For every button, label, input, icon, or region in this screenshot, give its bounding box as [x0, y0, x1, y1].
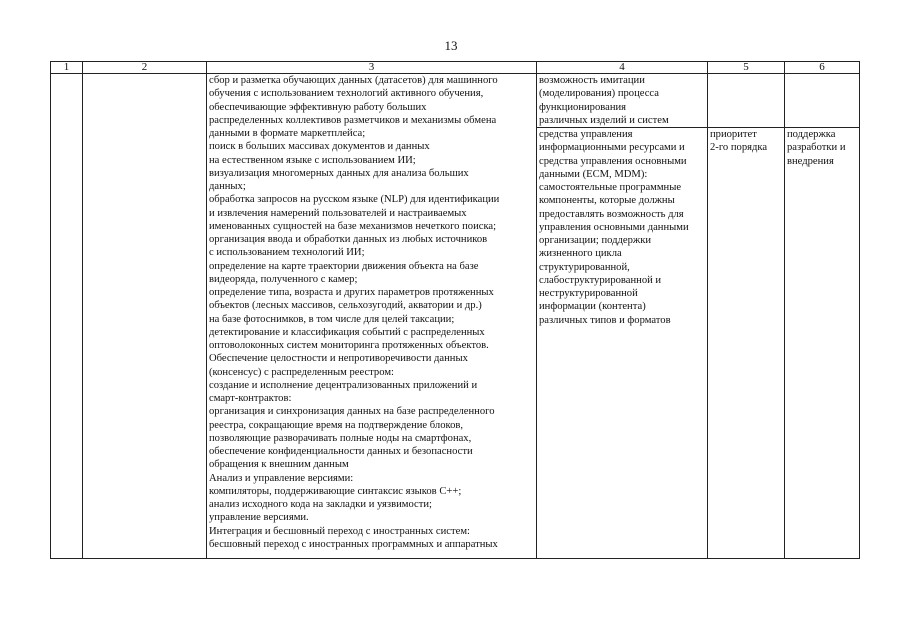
text-line: обеспечение конфиденциальности данных и безопасности: [209, 446, 473, 457]
text-line: самостоятельные программные: [539, 182, 682, 193]
support-cell: [785, 74, 860, 128]
text-line: информационными ресурсами и: [539, 142, 685, 154]
text-line: структурированной,: [539, 261, 630, 273]
column-header: 6: [785, 62, 860, 74]
text-line: различных типов и форматов: [539, 314, 671, 326]
text-line: создание и исполнение децентрализованных приложений и: [209, 379, 478, 391]
text-line: объектов (лесных массивов, сельхозугодий, акватории и др.): [209, 300, 482, 312]
text-line: данными в формате маркетплейса;: [209, 128, 366, 139]
priority-cell: [708, 128, 785, 559]
text-line: распределенных коллективов разметчиков и механизмы обмена: [209, 114, 497, 126]
text-line: функционирования: [539, 101, 627, 113]
text-line: видеоряда, полученного с камер;: [209, 273, 358, 285]
capability-cell: [537, 128, 708, 559]
text-line: обеспечивающие эффективную работу больших: [209, 101, 427, 113]
text-line: визуализация многомерных данных для анализа больших: [209, 167, 469, 179]
text-line: обучения с использованием технологий активного обучения,: [209, 88, 484, 100]
text-line: сбор и разметка обучающих данных (датасетов) для машинного: [209, 75, 498, 86]
text-line: определение типа, возраста и других параметров протяженных: [209, 287, 494, 298]
text-line: компоненты, которые должны: [539, 195, 675, 207]
text-line: неструктурированной: [539, 288, 638, 299]
table-row: [51, 74, 860, 128]
column-header: 1: [51, 62, 83, 74]
text-line: организации; поддержки: [539, 235, 652, 246]
col2-cell: [83, 74, 207, 559]
text-line: и извлечения намерений пользователей и настраиваемых: [209, 207, 467, 219]
text-line: приоритет: [710, 129, 757, 140]
text-line: организация ввода и обработки данных из любых источников: [209, 234, 488, 245]
capability-cell: [537, 74, 708, 128]
col1-cell: [51, 74, 83, 559]
text-line: с использованием технологий ИИ;: [209, 247, 365, 259]
text-line: анализ исходного кода на закладки и уязвимости;: [209, 499, 432, 510]
text-line: компиляторы, поддерживающие синтаксис языков С++;: [209, 485, 462, 497]
text-line: бесшовный переход с иностранных программных и аппаратных: [209, 538, 498, 550]
text-line: Анализ и управление версиями:: [209, 472, 354, 484]
text-line: на базе фотоснимков, в том числе для целей таксации;: [209, 313, 455, 325]
column-header: 5: [708, 62, 785, 74]
text-line: 2-го порядка: [710, 142, 768, 154]
text-line: различных изделий и систем: [539, 114, 669, 126]
text-line: именованных сущностей на базе механизмов нечеткого поиска;: [209, 220, 497, 232]
text-line: Интеграция и бесшовный переход с иностранных систем:: [209, 525, 470, 537]
requirements-table: [50, 61, 860, 559]
priority-cell: [708, 74, 785, 128]
column-header: 3: [207, 62, 537, 74]
text-line: предоставлять возможность для: [539, 208, 684, 220]
text-line: организация и синхронизация данных на базе распределенного: [209, 406, 495, 418]
column-header: 2: [83, 62, 207, 74]
text-line: управления основными данными: [539, 221, 689, 233]
text-line: смарт-контрактов:: [209, 393, 292, 404]
text-line: средства управления основными: [539, 155, 687, 167]
column-header: 4: [537, 62, 708, 74]
text-line: жизненного цикла: [539, 248, 622, 260]
text-line: информации (контента): [539, 301, 646, 313]
text-line: Обеспечение целостности и непротиворечивости данных: [209, 353, 468, 365]
text-line: средства управления: [539, 129, 633, 140]
text-line: управление версиями.: [209, 512, 309, 524]
text-line: внедрения: [787, 155, 834, 167]
text-line: на естественном языке с использованием ИИ;: [209, 154, 416, 166]
technologies-cell: [207, 74, 537, 559]
text-line: (консенсус) с распределенным реестром:: [209, 366, 394, 378]
page-number: 13: [444, 38, 458, 53]
text-line: данных;: [209, 181, 246, 192]
text-line: детектирование и классификация событий с распределенных: [209, 326, 485, 338]
text-line: разработки и: [787, 142, 846, 154]
text-line: возможность имитации: [539, 75, 645, 86]
text-line: слабоструктурированной и: [539, 274, 662, 286]
text-line: обработка запросов на русском языке (NLP) для идентификации: [209, 194, 500, 206]
text-line: (моделирования) процесса: [539, 88, 659, 100]
text-line: обращения к внешним данным: [209, 459, 349, 471]
text-line: определение на карте траектории движения объекта на базе: [209, 260, 479, 272]
text-line: позволяющие разворачивать полные ноды на смартфонах,: [209, 432, 472, 444]
text-line: поиск в больших массивах документов и данных: [209, 141, 430, 153]
text-line: данными (ECM, MDM):: [539, 168, 648, 180]
text-line: оптоволоконных систем мониторинга протяженных объектов.: [209, 340, 489, 351]
text-line: поддержка: [787, 129, 836, 140]
text-line: реестра, сокращающие время на подтверждение блоков,: [209, 419, 464, 431]
support-cell: [785, 128, 860, 559]
table-header-row: [51, 62, 860, 74]
